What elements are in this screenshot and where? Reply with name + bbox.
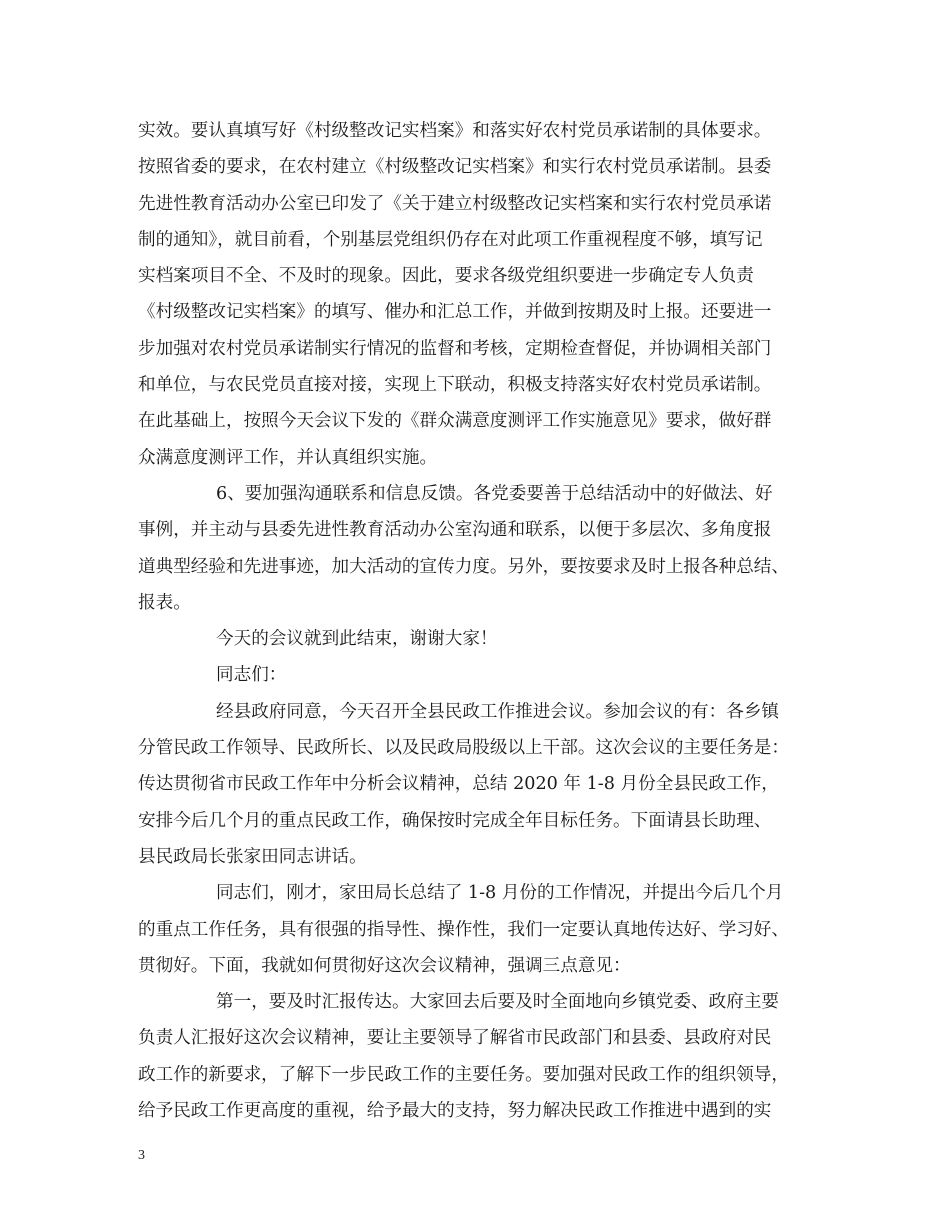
text-line: 事例，并主动与县委先进性教育活动办公室沟通和联系，以便于多层次、多角度报 [138,520,772,541]
text-line: 同志们，刚才，家田局长总结了 1-8 月份的工作情况，并提出今后几个月 [216,883,784,904]
text-line: 众满意度测评工作，并认真组织实施。 [138,447,438,468]
text-line: 今天的会议就到此结束，谢谢大家！ [216,629,498,650]
text-line: 步加强对农村党员承诺制实行情况的监督和考核，定期检查督促，并协调相关部门 [138,338,772,359]
text-line: 传达贯彻省市民政工作年中分析会议精神，总结 2020 年 1-8 月份全县民政工作， [138,774,779,795]
text-line: 《村级整改记实档案》的填写、催办和汇总工作，并做到按期及时上报。还要进一 [138,302,772,323]
text-line: 负责人汇报好这次会议精神，要让主要领导了解省市民政部门和县委、县政府对民 [138,1028,772,1049]
text-line: 道典型经验和先进事迹，加大活动的宣传力度。另外，要按要求及时上报各种总结、 [138,556,789,577]
text-line: 报表。 [138,592,191,613]
text-line: 先进性教育活动办公室已印发了《关于建立村级整改记实档案和实行农村党员承诺 [138,193,772,214]
text-line: 政工作的新要求，了解下一步民政工作的主要任务。要加强对民政工作的组织领导， [138,1064,789,1085]
text-line: 安排今后几个月的重点民政工作，确保按时完成全年目标任务。下面请县长助理、 [138,810,772,831]
text-line: 按照省委的要求，在农村建立《村级整改记实档案》和实行农村党员承诺制。县委 [138,157,772,178]
page-number: 3 [138,1148,145,1163]
text-line: 第一，要及时汇报传达。大家回去后要及时全面地向乡镇党委、政府主要 [216,992,780,1013]
text-line: 贯彻好。下面，我就如何贯彻好这次会议精神，强调三点意见： [138,955,631,976]
text-line: 实档案项目不全、不及时的现象。因此，要求各级党组织要进一步确定专人负责 [138,266,754,287]
text-line: 实效。要认真填写好《村级整改记实档案》和落实好农村党员承诺制的具体要求。 [138,121,772,141]
text-line: 给予民政工作更高度的重视，给予最大的支持，努力解决民政工作推进中遇到的实 [138,1101,772,1122]
text-line: 制的通知》，就目前看，个别基层党组织仍存在对此项工作重视程度不够，填写记 [138,229,763,250]
text-line: 县民政局长张家田同志讲话。 [138,846,367,867]
text-line: 6、要加强沟通联系和信息反馈。各党委要善于总结活动中的好做法、好 [216,483,773,504]
text-line: 分管民政工作领导、民政所长、以及民政局股级以上干部。这次会议的主要任务是： [138,738,789,759]
text-line: 和单位，与农民党员直接对接，实现上下联动，积极支持落实好农村党员承诺制。 [138,375,772,396]
text-line: 在此基础上，按照今天会议下发的《群众满意度测评工作实施意见》要求，做好群 [138,411,772,432]
document-body [138,113,828,1129]
text-line: 经县政府同意，今天召开全县民政工作推进会议。参加会议的有：各乡镇 [216,701,780,722]
text-line: 同志们： [216,665,287,686]
text-line: 的重点工作任务，具有很强的指导性、操作性，我们一定要认真地传达好、学习好、 [138,919,789,940]
